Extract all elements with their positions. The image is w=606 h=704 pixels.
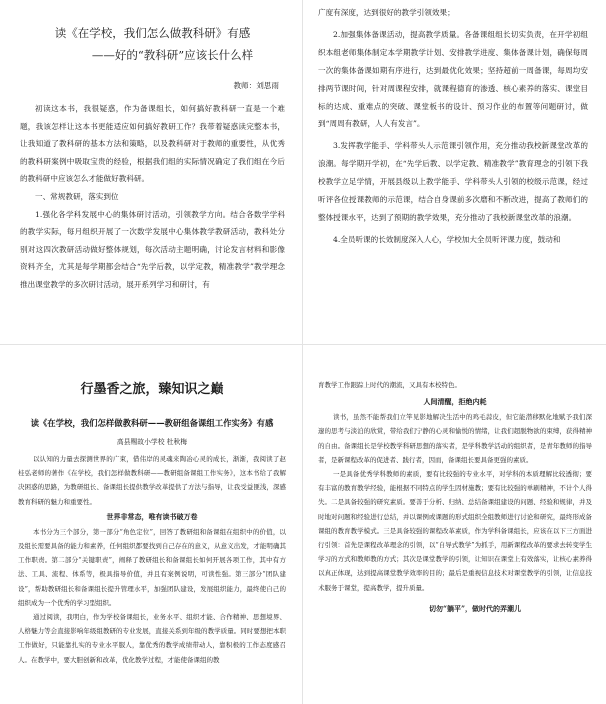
paragraph: 育教学工作跟踪上时代的潮流，又具有本校特色。 (318, 381, 461, 389)
essay-title: 行墨香之旅，臻知识之巅 (80, 382, 224, 397)
paragraph: 1.强化各学科发展中心的集体研讨活动，引领教学方向。结合各数学学科的教学实际，每月组织开展了一次数学发展中心集体教学教研活动，教科处分别对这四次教研活动做好整体规划，每次活动主题明确，讨论发言材料和影像资料齐全，尤其是每学期都会结合“先学后教，以学定教，精准教学”教学理念推出课堂教学的多次研讨活动，展开系列学习和研讨，有 (20, 209, 285, 289)
essay-subtitle: 读《在学校，我们怎样做教科研——教研组备课组工作实务》有感 (30, 418, 274, 428)
paragraph: 初读这本书，我很疑惑，作为备课组长，如何搞好教科研一直是一个难题，我该怎样让这本书更能适应如何搞好教研工作？我带着疑惑读完整本书，让我知道了教科研的基本方法和策略，以及教科研对于教师的重要性，从优秀的教科研案例中吸取宝贵的经验，根据我们组的实际情况确定了我们组在今后的教科研中应该怎么才能做好教科研。 (20, 104, 285, 184)
essay-author: 高县赐故小学校 杜秋梅 (116, 438, 188, 446)
paragraph: 2.加强集体备课活动，提高教学质量。各备课组组长切实负责，在开学初组织本组老师集体制定本学期教学计划、安排教学进度、集体备课计划，确保每周一次的集体备课如期有序进行，达到最优化效果；坚持超前一周备课，每周均安排两节课时间，针对周课程安排，就课程德育的渗透、核心素养的落实、课堂目标的达成、重难点的突破、课堂板书的设计、预习作业的布置等问题研讨，做到“周周有教研，人人有发言”。 (318, 29, 588, 129)
paragraph: 一是具备优秀学科教师的素质，要有比较强的专业水平，对学科的本质理解比较透彻；要有丰富的教育教学经验，能根据不同特点的学生因材施教；要有比较强的单刷精神，不计个人得失。二是具备较强的研究素质。要善于分析、归纳、总结备课组建设的问题、经验和规律，并及时地对问题和经验进行总结，并以课例或课题的形式组织全组教师进行讨论和研究，最终形成备课组的教育教学模式。三是具备较强的课程改革素质，作为学科备课组长，应该在以下三方面进行引领：首先是课程改革理念的引领，以“自导式教学”为抓手，用新课程改革的要求去转变学生学习的方式和教师教的方式；其次是课堂教学的引领，让知识在课堂上有效落实，让核心素养得以真正体现，达到提高课堂教学效率的目的；最后是重视信息技术对课堂教学的引领，让信息技术服务于课堂，提高教学，提升质量。 (318, 470, 592, 592)
section-heading: 人间清醒，拒绝内耗 (423, 397, 487, 407)
paragraph: 广度有深度，达到很好的教学引领效果； (318, 8, 455, 17)
paragraph: 以认知的力量去探测世界的广束，借伟岸的灵魂来陶冶心灵的成长，渐渐，我阅读了赵桂弘老师的著作《在学校，我们怎样做教科研——教研组备课组工作实务》，这本书给了我解决困惑的思路，为教研组长、备课组长提供教学改革提供了方法与指导，让我受益匪浅，深感教育科研的魅力和重要性。 (18, 455, 286, 506)
paragraph: 读书，虽然不能帮我们立竿见影地解决生活中的鸡毛蒜皮，但它能潜移默化地赋予我们深邃的思考与淡泊的欣赏，带给我们宁静的心灵和愉悦的情绪，让我们超脱物欲的束缚，获得精神的自由。备课组长是学校教学科研思想的落实者，是学科教学活动的组织者，是青年教师的指导者，是新课程改革的促进者、践行者，因而，备课组长要具备更强的素质。 (318, 413, 592, 464)
section-heading: 切勿“躺平”，做时代的弄潮儿 (428, 603, 522, 613)
paragraph: 3.发挥教学能手、学科带头人示范课引领作用，充分推动我校新课堂改革的浪潮。每学期开学初，在“先学后教、以学定教、精准教学”教育理念的引领下我校教学立足学情，开展县级以上教学能手、学科带头人引领的校级示范课，经过听评各位授课教师的示范课，结合自身课前多次磨和不断改进，提高了教师们的整体授课水平，达到了预期的教学效果，充分推动了我校新课堂改革的浪潮。 (318, 141, 588, 222)
page-top-left (0, 0, 300, 338)
section-heading: 世界非常态，唯有读书破万卷 (106, 511, 198, 521)
horizontal-gutter (0, 344, 606, 345)
section-heading: 一、常规教研，落实到位 (35, 191, 119, 201)
paragraph: 通过阅读，我明白，作为学校备课组长，业务水平、组织才能、合作精神、思想境界、人格魅力等会直接影响年级组教研的专业发展，直接关系到年级的教学质量。同时要想把本职工作做好，只能靠扎实的专业水平服人，靠优秀的教学成绩带动人，靠积极的工作态度感召人。在教学中，要大胆创新和改革，优化教学过程，才能使备课组的教 (18, 613, 286, 664)
essay-title: 读《在学校，我们怎么做教科研》有感 (54, 26, 251, 40)
paragraph: 4.全员听课的长效制度深入人心，学校加大全员听评课力度，鼓动和 (333, 234, 561, 244)
page-bottom-left (0, 354, 300, 704)
paragraph: 本书分为三个部分，第一部分“角色定位”，回答了教研组和备课组在组织中的价值，以及组长需要具备的能力和素养，任何组织都要找到自己存在的意义，从意义出发，才能明确其工作职责。第二部分“关键职责”，阐释了教研组长和备课组长如何开展各项工作，其中有方法、工具、流程、体系等，极具指导价值，并且有案例说明，可读性强。第三部分“团队建设”，帮助教研组长和备课组长提升管理水平，加强团队建设，发展组织能力，最终使自己的组织成为一个优秀的学习型组织。 (18, 527, 286, 607)
page-top-right (306, 0, 606, 338)
essay-author: 教师：刘思雨 (233, 81, 279, 90)
vertical-gutter (302, 0, 303, 704)
page-bottom-right (306, 354, 606, 704)
essay-subtitle: ——好的“教科研”应该长什么样 (91, 48, 254, 62)
